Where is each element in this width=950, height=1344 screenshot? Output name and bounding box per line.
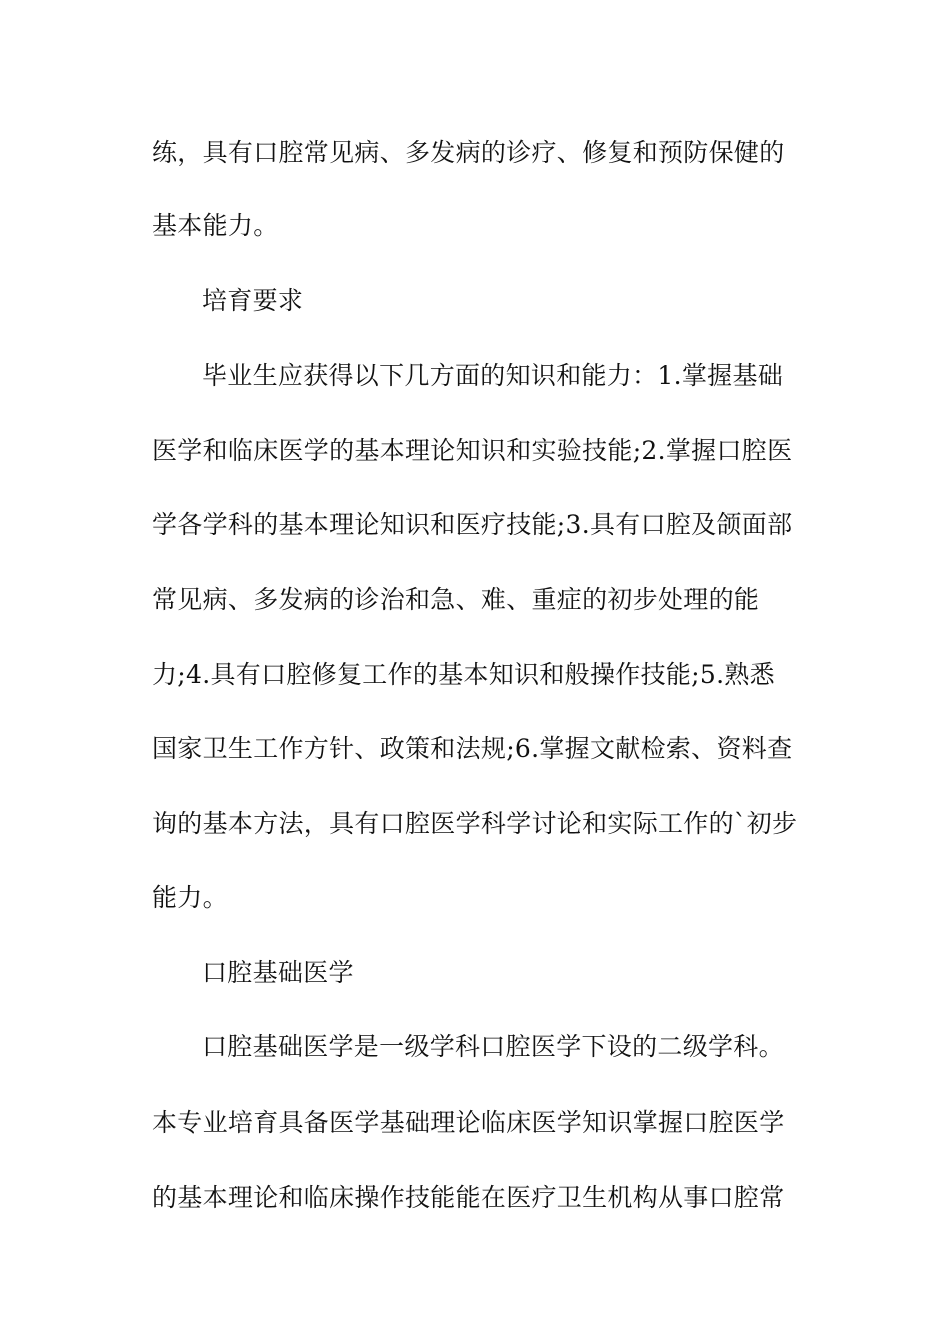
text-line: 练，具有口腔常见病、多发病的诊疗、修复和预防保健的 [152,138,785,167]
text-line: 的基本理论和临床操作技能能在医疗卫生机构从事口腔常 [152,1183,785,1212]
text-line: 医学和临床医学的基本理论知识和实验技能;2.掌握口腔医 [152,436,793,465]
section-heading: 培育要求 [202,286,304,315]
text-line: 口腔基础医学是一级学科口腔医学下设的二级学科。 [202,1032,784,1061]
text-line: 毕业生应获得以下几方面的知识和能力：1.掌握基础 [202,361,784,390]
section-heading: 口腔基础医学 [202,958,354,987]
text-line: 本专业培育具备医学基础理论临床医学知识掌握口腔医学 [152,1108,785,1137]
text-line: 询的基本方法，具有口腔医学科学讨论和实际工作的`初步 [152,809,798,838]
text-line: 能力。 [152,883,228,912]
text-line: 基本能力。 [152,211,279,240]
text-line: 常见病、多发病的诊治和急、难、重症的初步处理的能 [152,585,760,614]
text-line: 国家卫生工作方针、政策和法规;6.掌握文献检索、资料查 [152,734,793,763]
text-line: 力;4.具有口腔修复工作的基本知识和般操作技能;5.熟悉 [152,660,775,689]
text-line: 学各学科的基本理论知识和医疗技能;3.具有口腔及颌面部 [152,510,793,539]
